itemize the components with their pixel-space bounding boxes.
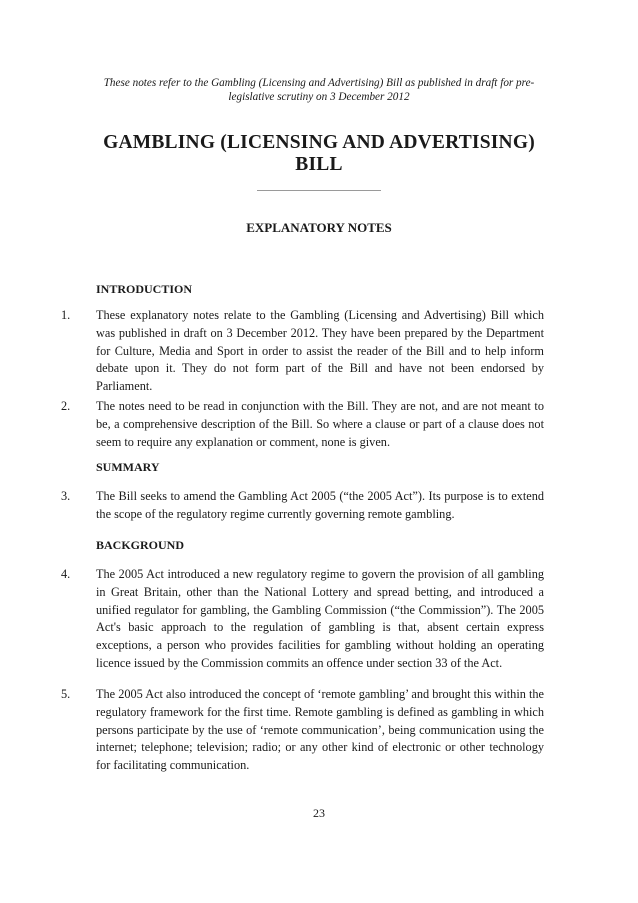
- paragraph-5: [61, 686, 544, 775]
- paragraph-2: [61, 398, 544, 451]
- paragraph-number: 4.: [61, 567, 71, 581]
- paragraph-text: The notes need to be read in conjunction with the Bill. They are not, and are not meant to be, a comprehensive description of the Bill. So where a clause or part of a clause does not seem to require any explanation or comment, none is given.: [96, 399, 544, 449]
- section-heading-summary: SUMMARY: [96, 460, 160, 474]
- paragraph-text: The Bill seeks to amend the Gambling Act 2005 (“the 2005 Act”). Its purpose is to extend the scope of the regulatory regime currently governing remote gambling.: [96, 489, 544, 521]
- paragraph-3: [61, 488, 544, 524]
- document-title: [86, 132, 552, 176]
- header-note: These notes refer to the Gambling (Licensing and Advertising) Bill as published in draft for pre-legislative scrutiny on 3 December 2012: [103, 77, 535, 103]
- page-number: 23: [313, 806, 325, 820]
- paragraph-number: 1.: [61, 308, 71, 322]
- paragraph-4: [61, 566, 544, 673]
- title-line-1: GAMBLING (LICENSING AND ADVERTISING): [103, 132, 535, 153]
- paragraph-1: [61, 307, 544, 396]
- title-line-2: BILL: [295, 154, 343, 175]
- paragraph-text: The 2005 Act also introduced the concept of ‘remote gambling’ and brought this within the regulatory framework for the first time. Remote gambling is defined as gambling in which persons participate by the use of ‘remote communication’, being communication using the internet; telephone; television; radio; or any other kind of electronic or other technology for facilitating communication.: [96, 687, 544, 773]
- document-subtitle: EXPLANATORY NOTES: [246, 220, 392, 235]
- paragraph-number: 3.: [61, 489, 71, 503]
- section-heading-introduction: INTRODUCTION: [96, 282, 193, 296]
- paragraph-number: 5.: [61, 687, 71, 701]
- paragraph-number: 2.: [61, 399, 71, 413]
- paragraph-text: The 2005 Act introduced a new regulatory regime to govern the provision of all gambling in Great Britain, other than the National Lottery and spread betting, and introduced a unified regulator for gambling, the Gambling Commission (“the Commission”). The 2005 Act's basic approach to the regulation of gambling is that, absent certain express exceptions, a person who provides facilities for gambling without holding an operating licence issued by the Commission commits an offence under section 33 of the Act.: [96, 567, 544, 670]
- section-heading-background: BACKGROUND: [96, 538, 185, 552]
- title-divider: [257, 190, 381, 191]
- paragraph-text: These explanatory notes relate to the Gambling (Licensing and Advertising) Bill which was published in draft on 3 December 2012. They have been prepared by the Department for Culture, Media and Sport in order to assist the reader of the Bill and to help inform debate upon it. They do not form part of the Bill and have not been endorsed by Parliament.: [96, 308, 544, 394]
